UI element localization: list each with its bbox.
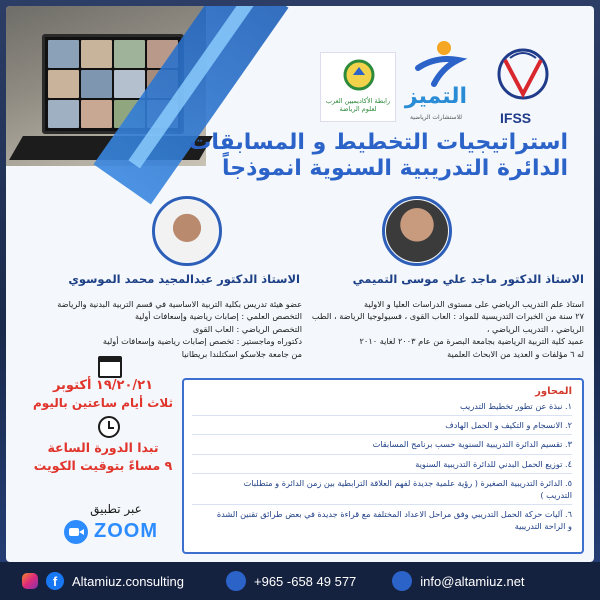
email-address[interactable]: info@altamiuz.net (420, 573, 525, 589)
course-title-line1: استراتيجيات التخطيط و المسابقات (189, 130, 568, 155)
start-label: تبدا الدورة الساعة (47, 440, 159, 455)
tamayuz-subtitle: للاستشارات الرياضية (410, 114, 462, 121)
zoom-app-name: ZOOM (94, 520, 158, 542)
footer-bar (0, 562, 600, 600)
speaker1-bio-line: استاذ علم التدريب الرياضي على مستوى الدراسات العليا و الاولية (363, 299, 584, 309)
phone-icon (226, 571, 246, 591)
tamayuz-figure-icon (398, 38, 474, 88)
arab-academics-name: رابطة الأكاديميين العرب لعلوم الرياضة (325, 97, 391, 113)
speaker2-name: الاستاذ الدكتور عبدالمجيد محمد الموسوي (68, 272, 300, 286)
via-app-label: عبر تطبيق (90, 502, 142, 516)
facebook-icon[interactable]: f (46, 572, 64, 590)
poster-card (6, 6, 594, 562)
agenda-heading: المحاور (535, 386, 572, 397)
agenda-item: ٣. تقسيم الدائرة التدريبية السنوية حسب برنامج المسابقات (372, 439, 572, 450)
agenda-item: ٥. الدائرة التدريبية الصغيرة ( رؤية علمية جديدة لفهم العلاقة الترابطية بين زمن الدائرة و متطلبات (243, 477, 572, 488)
speaker2-bio-line: عضو هيئة تدريس بكلية التربية الاساسية في قسم التربية البدنية والرياضة (57, 299, 302, 309)
speaker1-bio-line: عميد كلية التربية الرياضية بجامعة البصرة من عام ٢٠٠٣ لغاية ٢٠١٠ (359, 336, 584, 347)
agenda-item: ١. نبذة عن تطور تخطيط التدريب (460, 401, 572, 411)
agenda-item: و الراحة التدريبية (514, 521, 572, 532)
speaker1-name: الاستاذ الدكتور ماجد علي موسى التميمي (352, 272, 584, 286)
speaker2-bio-line: من جامعة جلاسكو اسكتلندا بريطانيا (181, 348, 302, 359)
start-time: ٩ مساءً بتوقيت الكويت (33, 458, 173, 473)
ifss-label: IFSS (500, 110, 532, 126)
calendar-icon (98, 356, 122, 378)
speaker2-bio-line: دكتوراه وماجستير : تخصص إصابات رياضية وإسعافات أولية (102, 336, 302, 347)
zoom-icon (64, 520, 88, 544)
agenda-list (192, 400, 572, 533)
arab-academics-logo (320, 52, 396, 122)
speaker2-bio (52, 298, 302, 360)
course-duration: ثلاث أيام ساعتين باليوم (33, 396, 173, 410)
speaker1-bio-line: له ٦ مؤلفات و العديد من الابحاث العلمية (447, 348, 584, 359)
social-handle[interactable]: Altamiuz.consulting (72, 573, 184, 589)
course-title-line2: الدائرة التدريبية السنوية انموذجاً (222, 156, 568, 181)
laurel-emblem-icon (321, 53, 397, 97)
tamayuz-name: التميز (404, 84, 468, 109)
agenda-box (182, 378, 584, 554)
speaker1-bio-line: ٢٧ سنة من الخبرات التدريسية للمواد : العاب القوى ، فسيولوجيا الرياضة ، الطب (311, 311, 584, 322)
email-icon (392, 571, 412, 591)
clock-icon (98, 416, 120, 438)
speaker1-bio (311, 298, 584, 360)
course-dates: ١٩/٢٠/٢١ أكتوبر (52, 378, 154, 393)
speaker2-photo (156, 200, 218, 262)
agenda-item: ٤. توزيع الحمل البدني للدائرة التدريبية السنوية (415, 458, 572, 469)
agenda-item: ٦. آليات حركة الحمل التدريبي وفق مراحل الاعداد المختلفة مع قراءة جديدة في بعض طرائق تقنين الشدة (216, 509, 572, 520)
speaker1-bio-line: الرياضي ، التدريب الرياضي ، (486, 323, 584, 334)
tamayuz-logo (398, 38, 474, 130)
ifss-logo (480, 44, 566, 134)
agenda-item: التدريب ) (540, 490, 572, 501)
agenda-item: ٢. الانسجام و التكيف و الحمل الهادف (445, 420, 572, 431)
speaker2-bio-line: التخصص الرياضي : العاب القوى (192, 323, 302, 334)
phone-number[interactable]: +965 -658 49 577 (254, 573, 357, 589)
instagram-icon[interactable] (22, 573, 38, 589)
speaker2-bio-line: التخصص العلمي : إصابات رياضية وإسعافات أولية (135, 311, 302, 322)
speaker1-photo (386, 200, 448, 262)
